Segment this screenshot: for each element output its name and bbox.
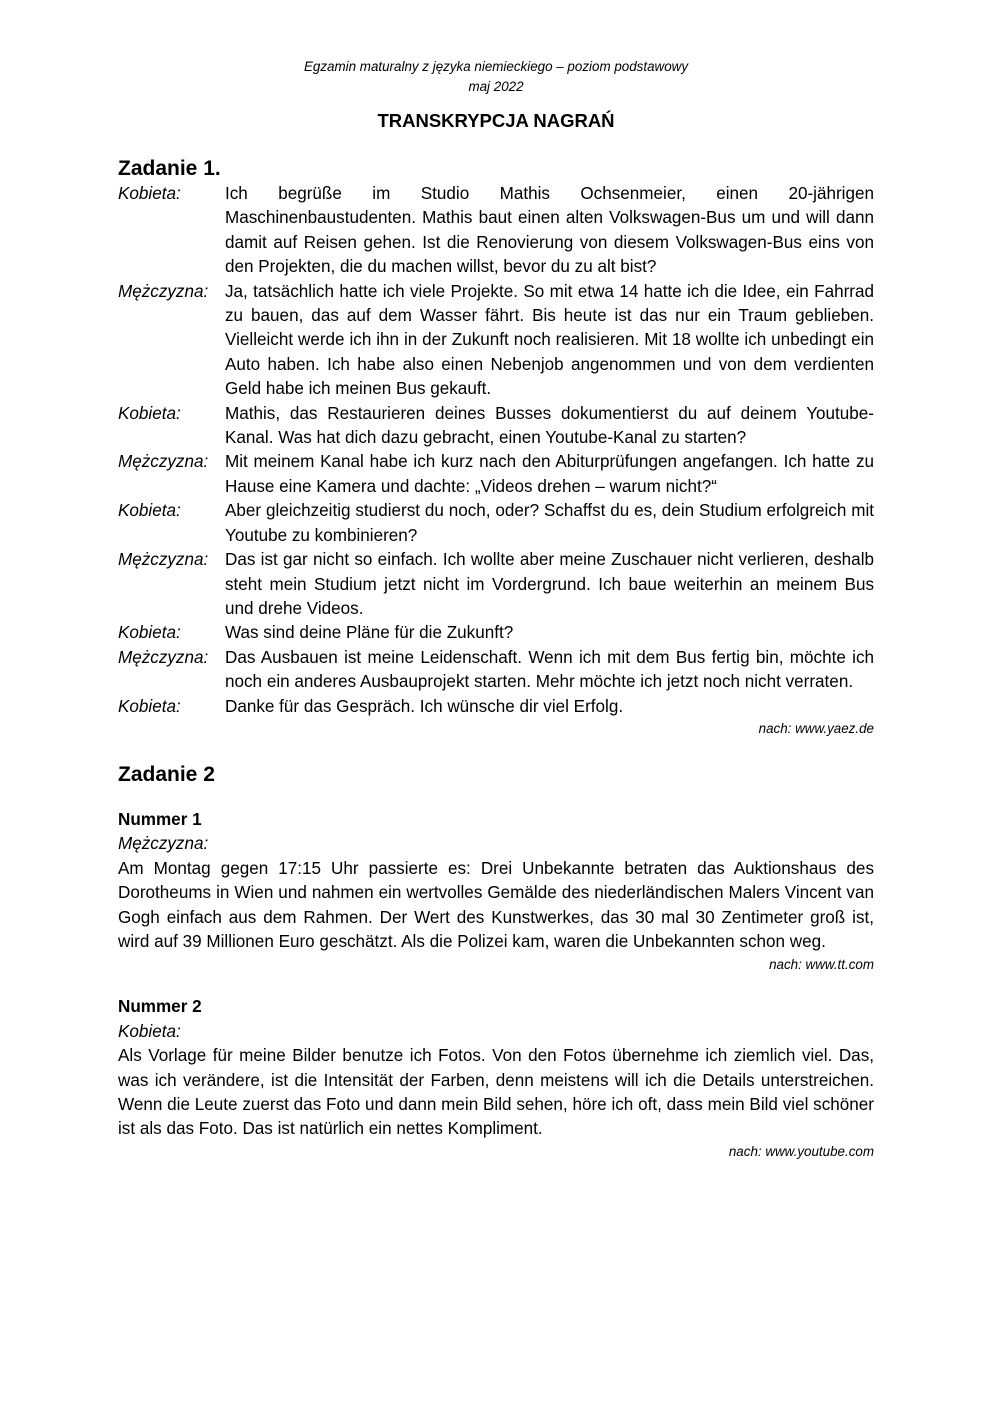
speaker-label: Kobieta:: [118, 184, 181, 203]
dialogue-row: [118, 182, 874, 280]
dialogue-row: [118, 695, 874, 719]
number2-title: Nummer 2: [118, 997, 202, 1017]
utterance-text: Danke für das Gespräch. Ich wünsche dir viel Erfolg.: [225, 696, 624, 716]
number1-title: Nummer 1: [118, 809, 202, 829]
dialogue-row: [118, 402, 874, 451]
utterance-text: Das ist gar nicht so einfach. Ich wollte aber meine Zuschauer nicht verlieren, deshalb steht mein Studium jetzt nicht im Vordergrund. Ich baue weiterhin an meinem Bus und drehe Videos.: [225, 550, 874, 618]
exam-header-line1: Egzamin maturalny z języka niemieckiego – poziom podstawowy: [303, 59, 689, 74]
number1-speaker: Mężczyzna:: [118, 834, 209, 854]
utterance-text: Aber gleichzeitig studierst du noch, oder? Schaffst du es, dein Studium erfolgreich mit Youtube zu kombinieren?: [225, 501, 874, 545]
dialogue-row: [118, 280, 874, 402]
speaker-label: Mężczyzna:: [118, 550, 209, 570]
utterance-text: Ja, tatsächlich hatte ich viele Projekte. So mit etwa 14 hatte ich die Idee, ein Fahrrad zu bauen, das auf dem Wasser fährt. Bis heute ist das nur ein Traum geblieben. Vielleicht werde ich ihn in der Zukunft noch realisieren. Mit 18 wollte ich unbedingt ein Auto haben. Ich habe also einen Nebenjob angenommen und von dem verdienten Geld habe ich meinen Bus gekauft.: [225, 281, 874, 399]
speaker-label: Kobieta:: [118, 501, 181, 521]
task1-source: nach: www.yaez.de: [758, 720, 874, 736]
exam-header-line2: maj 2022: [468, 78, 524, 94]
exam-header: [118, 57, 874, 96]
utterance-text: Mathis, das Restaurieren deines Busses dokumentierst du auf deinem Youtube-Kanal. Was hat dich dazu gebracht, einen Youtube-Kanal zu starten?: [225, 403, 874, 448]
utterance-text: Das Ausbauen ist meine Leidenschaft. Wenn ich mit dem Bus fertig bin, möchte ich noch ein anderes Ausbauprojekt starten. Mehr möchte ich jetzt noch nicht verraten.: [225, 647, 874, 692]
number1-source: nach: www.tt.com: [769, 957, 874, 973]
dialogue-row: [118, 621, 874, 645]
speaker-label: Mężczyzna:: [118, 281, 209, 301]
number2-speaker: Kobieta:: [118, 1021, 181, 1041]
document-title: TRANSKRYPCJA NAGRAŃ: [377, 110, 615, 131]
document-page: [118, 57, 874, 1162]
speaker-label: Kobieta:: [118, 623, 181, 643]
number2-source: nach: www.youtube.com: [728, 1143, 874, 1159]
utterance-text: Ich begrüße im Studio Mathis Ochsenmeier, einen 20-jährigen Maschinenbaustudenten. Mathis baut einen alten Volkswagen-Bus um und will dann damit auf Reisen gehen. Ist die Renovierung von diesem Volkswagen-Bus eins von den Projekten, die du machen willst, bevor du zu alt bist?: [225, 184, 874, 277]
task1-title: Zadanie 1.: [118, 157, 221, 180]
dialogue-row: [118, 450, 874, 499]
dialogue-row: [118, 646, 874, 695]
speaker-label: Kobieta:: [118, 696, 181, 716]
speaker-label: Mężczyzna:: [118, 452, 209, 472]
speaker-label: Mężczyzna:: [118, 647, 209, 667]
utterance-text: Was sind deine Pläne für die Zukunft?: [225, 623, 514, 643]
number1-text: Am Montag gegen 17:15 Uhr passierte es: Drei Unbekannte betraten das Auktionshaus des Dorotheums in Wien und nahmen ein wertvolles Gemälde des niederländischen Malers Vincent van Gogh einfach aus dem Rahmen. Der Wert des Kunstwerkes, das 30 mal 30 Zentimeter groß ist, wird auf 39 Millionen Euro geschätzt. Als die Polizei kam, waren die Unbekannten schon weg.: [118, 858, 874, 951]
dialogue-row: [118, 548, 874, 621]
task2-title: Zadanie 2: [118, 762, 215, 786]
speaker-label: Kobieta:: [118, 403, 181, 423]
task1-dialogue: [118, 182, 874, 719]
number2-text: Als Vorlage für meine Bilder benutze ich Fotos. Von den Fotos übernehme ich ziemlich viel. Das, was ich verändere, ist die Intensität der Farben, denn meistens will ich die Details unterstreichen. Wenn die Leute zuerst das Foto und dann mein Bild sehen, höre ich oft, dass mein Bild viel schöner ist als das Foto. Das ist natürlich ein nettes Kompliment.: [118, 1046, 874, 1139]
utterance-text: Mit meinem Kanal habe ich kurz nach den Abiturprüfungen angefangen. Ich hatte zu Hause eine Kamera und dachte: „Videos drehen – warum nicht?“: [225, 452, 874, 496]
dialogue-row: [118, 499, 874, 548]
